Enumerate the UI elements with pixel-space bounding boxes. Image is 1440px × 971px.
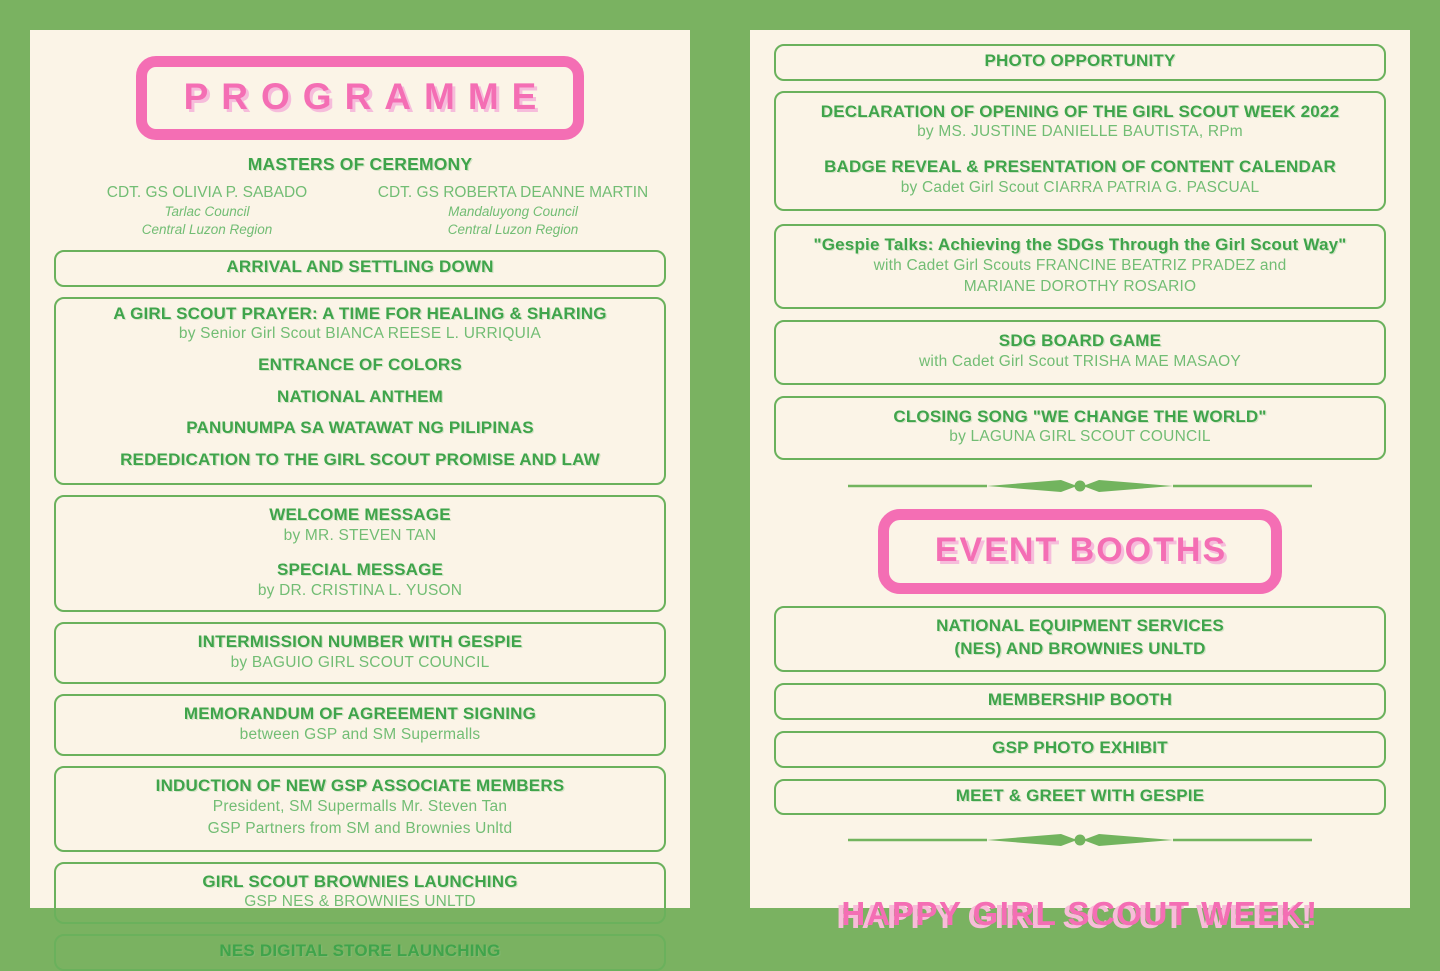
item-subtitle: GSP Partners from SM and Brownies Unltd: [207, 820, 513, 838]
item-title: NES DIGITAL STORE LAUNCHING: [219, 940, 501, 960]
programme-item-box: [54, 495, 666, 612]
item-title: ARRIVAL AND SETTLING DOWN: [226, 257, 494, 277]
schedule-and-booths-panel: [750, 30, 1410, 933]
booth-name: NATIONAL EQUIPMENT SERVICES: [936, 615, 1224, 635]
item-title: WELCOME MESSAGE: [269, 504, 451, 524]
item-title: GIRL SCOUT BROWNIES LAUNCHING: [202, 871, 518, 891]
item-title: CLOSING SONG "WE CHANGE THE WORLD": [893, 406, 1267, 426]
programme-item-box: [774, 224, 1386, 309]
moc-council: Mandaluyong Council: [448, 204, 578, 220]
event-booths-title: EVENT BOOTHS: [934, 530, 1228, 569]
booth-name: MEET & GREET WITH GESPIE: [955, 785, 1205, 805]
programme-item-box: [774, 44, 1386, 81]
item-subtitle: between GSP and SM Supermalls: [239, 725, 481, 743]
booth-box: [774, 683, 1386, 720]
item-title: INTERMISSION NUMBER WITH GESPIE: [197, 632, 523, 652]
item-title: SPECIAL MESSAGE: [276, 559, 444, 579]
item-title: MEMORANDUM OF AGREEMENT SIGNING: [183, 704, 537, 724]
item-subtitle: by LAGUNA GIRL SCOUT COUNCIL: [949, 428, 1211, 446]
item-title: REDEDICATION TO THE GIRL SCOUT PROMISE AND LAW: [120, 450, 600, 470]
item-subtitle: President, SM Supermalls Mr. Steven Tan: [212, 797, 508, 815]
masters-of-ceremony-heading: MASTERS OF CEREMONY: [247, 154, 473, 174]
moc-name: CDT. GS OLIVIA P. SABADO: [106, 184, 308, 202]
item-subtitle: by BAGUIO GIRL SCOUT COUNCIL: [230, 653, 490, 671]
programme-item-box: [54, 297, 666, 485]
moc-region: Central Luzon Region: [141, 221, 273, 237]
programme-item-box: [54, 694, 666, 756]
booth-name: GSP PHOTO EXHIBIT: [992, 737, 1168, 757]
item-title: PHOTO OPPORTUNITY: [984, 51, 1176, 70]
programme-title-box: [136, 56, 585, 140]
booth-name: MEMBERSHIP BOOTH: [987, 690, 1173, 710]
closing-greeting: HAPPY GIRL SCOUT WEEK!: [841, 895, 1319, 933]
programme-item-box: [54, 934, 666, 971]
programme-item-box: [774, 396, 1386, 460]
programme-item-box: [774, 320, 1386, 384]
item-title: ENTRANCE OF COLORS: [258, 354, 462, 374]
moc-entry: [360, 183, 666, 238]
booth-box: [774, 779, 1386, 816]
programme-item-box: [774, 91, 1386, 211]
divider-ornament: [750, 831, 1410, 849]
programme-item-box: [54, 766, 666, 851]
moc-entry: [54, 183, 360, 238]
programme-item-box: [54, 250, 666, 287]
masters-of-ceremony-list: [54, 183, 666, 238]
item-title: SDG BOARD GAME: [998, 331, 1162, 351]
item-subtitle: by MR. STEVEN TAN: [283, 526, 437, 544]
moc-name: CDT. GS ROBERTA DEANNE MARTIN: [377, 184, 649, 202]
item-subtitle: by MS. JUSTINE DANIELLE BAUTISTA, RPm: [917, 123, 1243, 141]
programme-title: PROGRAMME: [183, 76, 550, 117]
item-subtitle: with Cadet Girl Scout TRISHA MAE MASAOY: [919, 353, 1241, 371]
divider-ornament: [750, 477, 1410, 495]
item-subtitle: by Senior Girl Scout BIANCA REESE L. URRIQUIA: [178, 325, 542, 343]
booth-box: [774, 606, 1386, 672]
item-title: INDUCTION OF NEW GSP ASSOCIATE MEMBERS: [155, 776, 565, 796]
booth-box: [774, 731, 1386, 768]
moc-council: Tarlac Council: [164, 204, 250, 220]
event-booths-title-box: [878, 509, 1282, 594]
item-title: PANUNUMPA SA WATAWAT NG PILIPINAS: [186, 418, 534, 438]
item-subtitle: by Cadet Girl Scout CIARRA PATRIA G. PASCUAL: [900, 178, 1260, 196]
item-title: DECLARATION OF OPENING OF THE GIRL SCOUT WEEK 2022: [820, 101, 1340, 121]
programme-item-box: [54, 622, 666, 684]
programme-item-box: [54, 862, 666, 924]
booth-name: (NES) AND BROWNIES UNLTD: [954, 639, 1206, 659]
item-title: A GIRL SCOUT PRAYER: A TIME FOR HEALING & SHARING: [113, 303, 607, 323]
item-subtitle: with Cadet Girl Scouts FRANCINE BEATRIZ PRADEZ and: [873, 256, 1287, 274]
item-subtitle: GSP NES & BROWNIES UNLTD: [244, 893, 476, 911]
item-subtitle: MARIANE DOROTHY ROSARIO: [963, 278, 1197, 296]
item-title: NATIONAL ANTHEM: [276, 386, 444, 406]
moc-region: Central Luzon Region: [447, 221, 579, 237]
item-title: BADGE REVEAL & PRESENTATION OF CONTENT CALENDAR: [824, 156, 1336, 176]
item-title: "Gespie Talks: Achieving the SDGs Through the Girl Scout Way": [813, 234, 1347, 254]
programme-panel: [30, 30, 690, 960]
item-subtitle: by DR. CRISTINA L. YUSON: [257, 581, 463, 599]
